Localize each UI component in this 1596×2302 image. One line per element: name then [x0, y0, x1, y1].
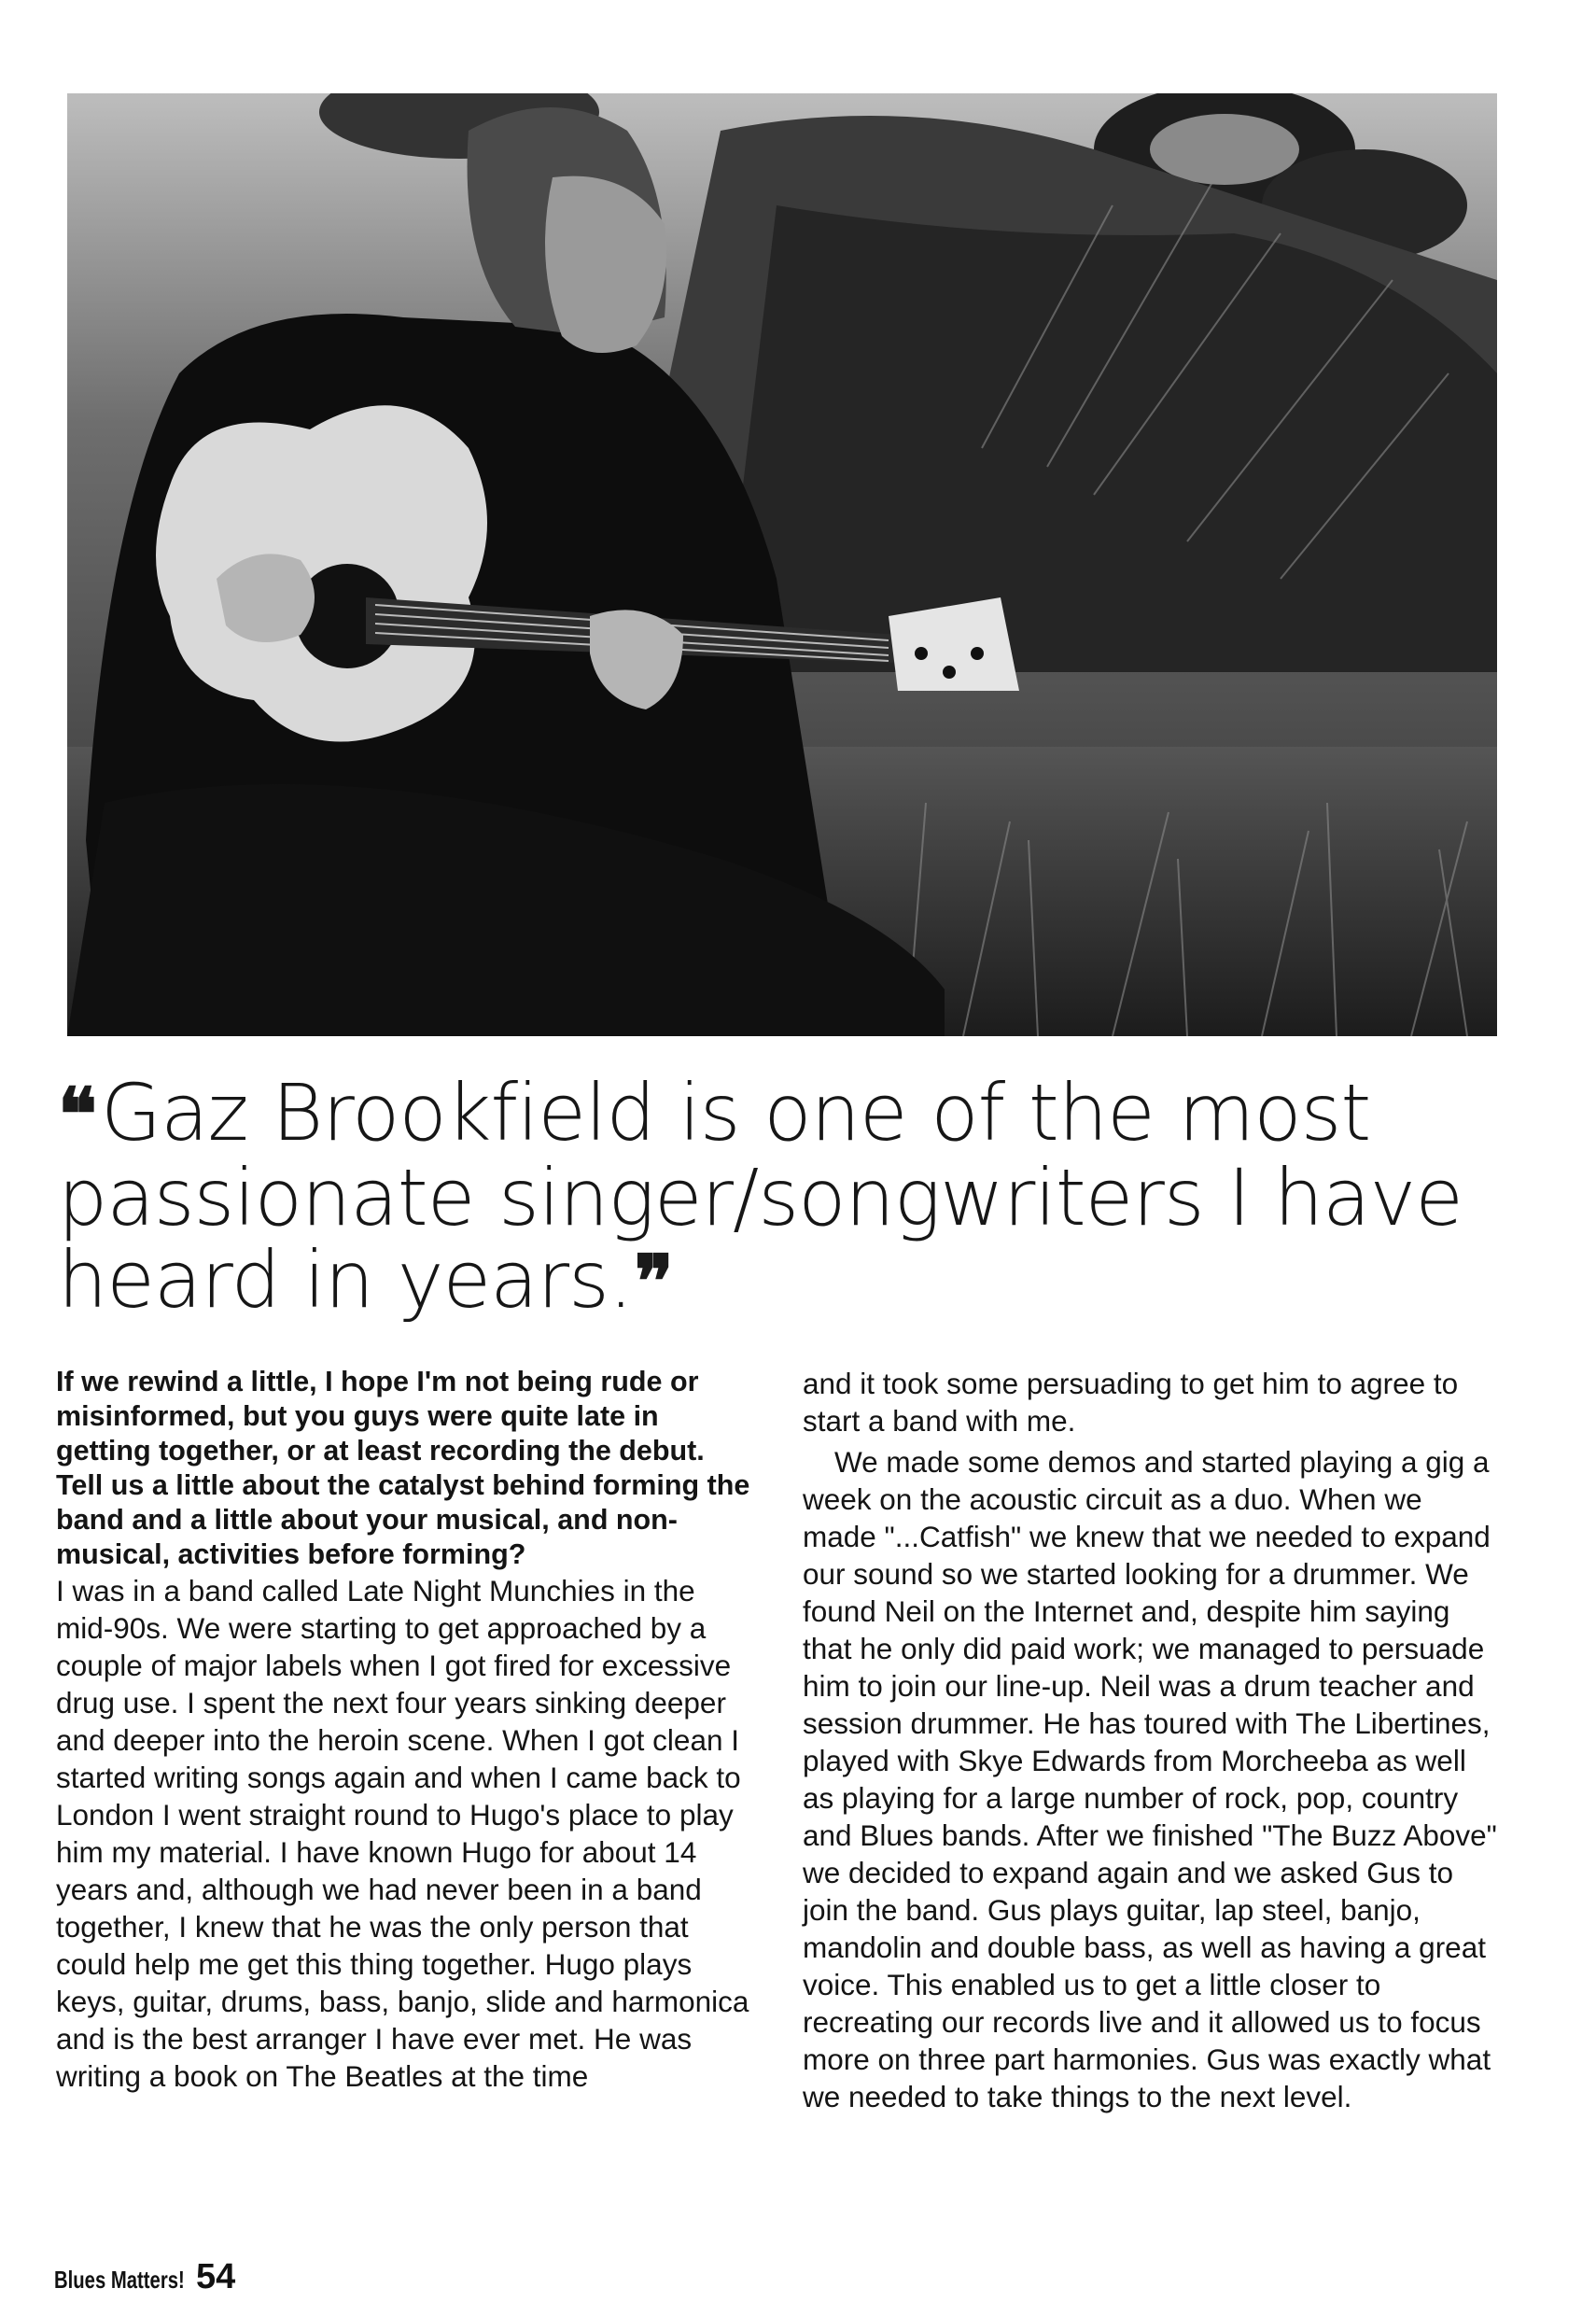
page-number: 54	[196, 2257, 236, 2296]
musician-photo	[67, 93, 1497, 1036]
photo-icon	[67, 93, 1497, 1036]
article-column-right	[803, 1365, 1499, 2115]
open-quote-mark: ❝	[58, 1073, 91, 1158]
magazine-name: Blues Matters!	[54, 2266, 185, 2294]
pull-quote	[58, 1067, 1514, 1326]
answer-paragraph-2: We made some demos and started playing a gig a week on the acoustic circuit as a duo. When we made "...Catfish" we knew that we needed to expand our sound so we started looking for a drummer. We found Neil on the Internet and, despite him saying that he only did paid work; we managed to persuade him to join our line-up. Neil was a drum teacher and session drummer. He has toured with The Libertines, played with Skye Edwards from Morcheeba as well as playing for a large number of rock, pop, country and Blues bands. After we finished "The Buzz Above" we decided to expand again and we asked Gus to join the band. Gus plays guitar, lap steel, banjo, mandolin and double bass, as well as having a great voice. This enabled us to get a little closer to recreating our records live and it allowed us to focus more on three part harmonies. Gus was exactly what we needed to take things to the next level.	[803, 1445, 1497, 2113]
interview-question: If we rewind a little, I hope I'm not being rude or misinformed, but you guys were quite late in getting together, or at least recording the debut. Tell us a little about the catalyst behind forming the band and a little about your musical, and non-musical, activities before forming?	[56, 1366, 750, 1570]
close-quote-mark: ❞	[634, 1240, 668, 1325]
answer-paragraph-1: I was in a band called Late Night Munchies in the mid-90s. We were starting to get approached by a couple of major labels when I got fired for excessive drug use. I spent the next four years sinking deeper and deeper into the heroin scene. When I got clean I started writing songs again and when I came back to London I went straight round to Hugo's place to play him my material. I have known Hugo for about 14 years and, although we had never been in a band together, I knew that he was the only person that could help me get this thing together. Hugo plays keys, guitar, drums, bass, banjo, slide and harmonica and is the best arranger I have ever met. He was writing a book on The Beatles at the time	[56, 1574, 749, 2093]
answer-paragraph-continued: and it took some persuading to get him to agree to start a band with me.	[803, 1367, 1459, 1438]
article-column-left	[56, 1365, 752, 2095]
page-footer	[54, 2257, 235, 2297]
pull-quote-text: Gaz Brookfield is one of the most passionate singer/songwriters I have heard in years.	[58, 1067, 1463, 1326]
